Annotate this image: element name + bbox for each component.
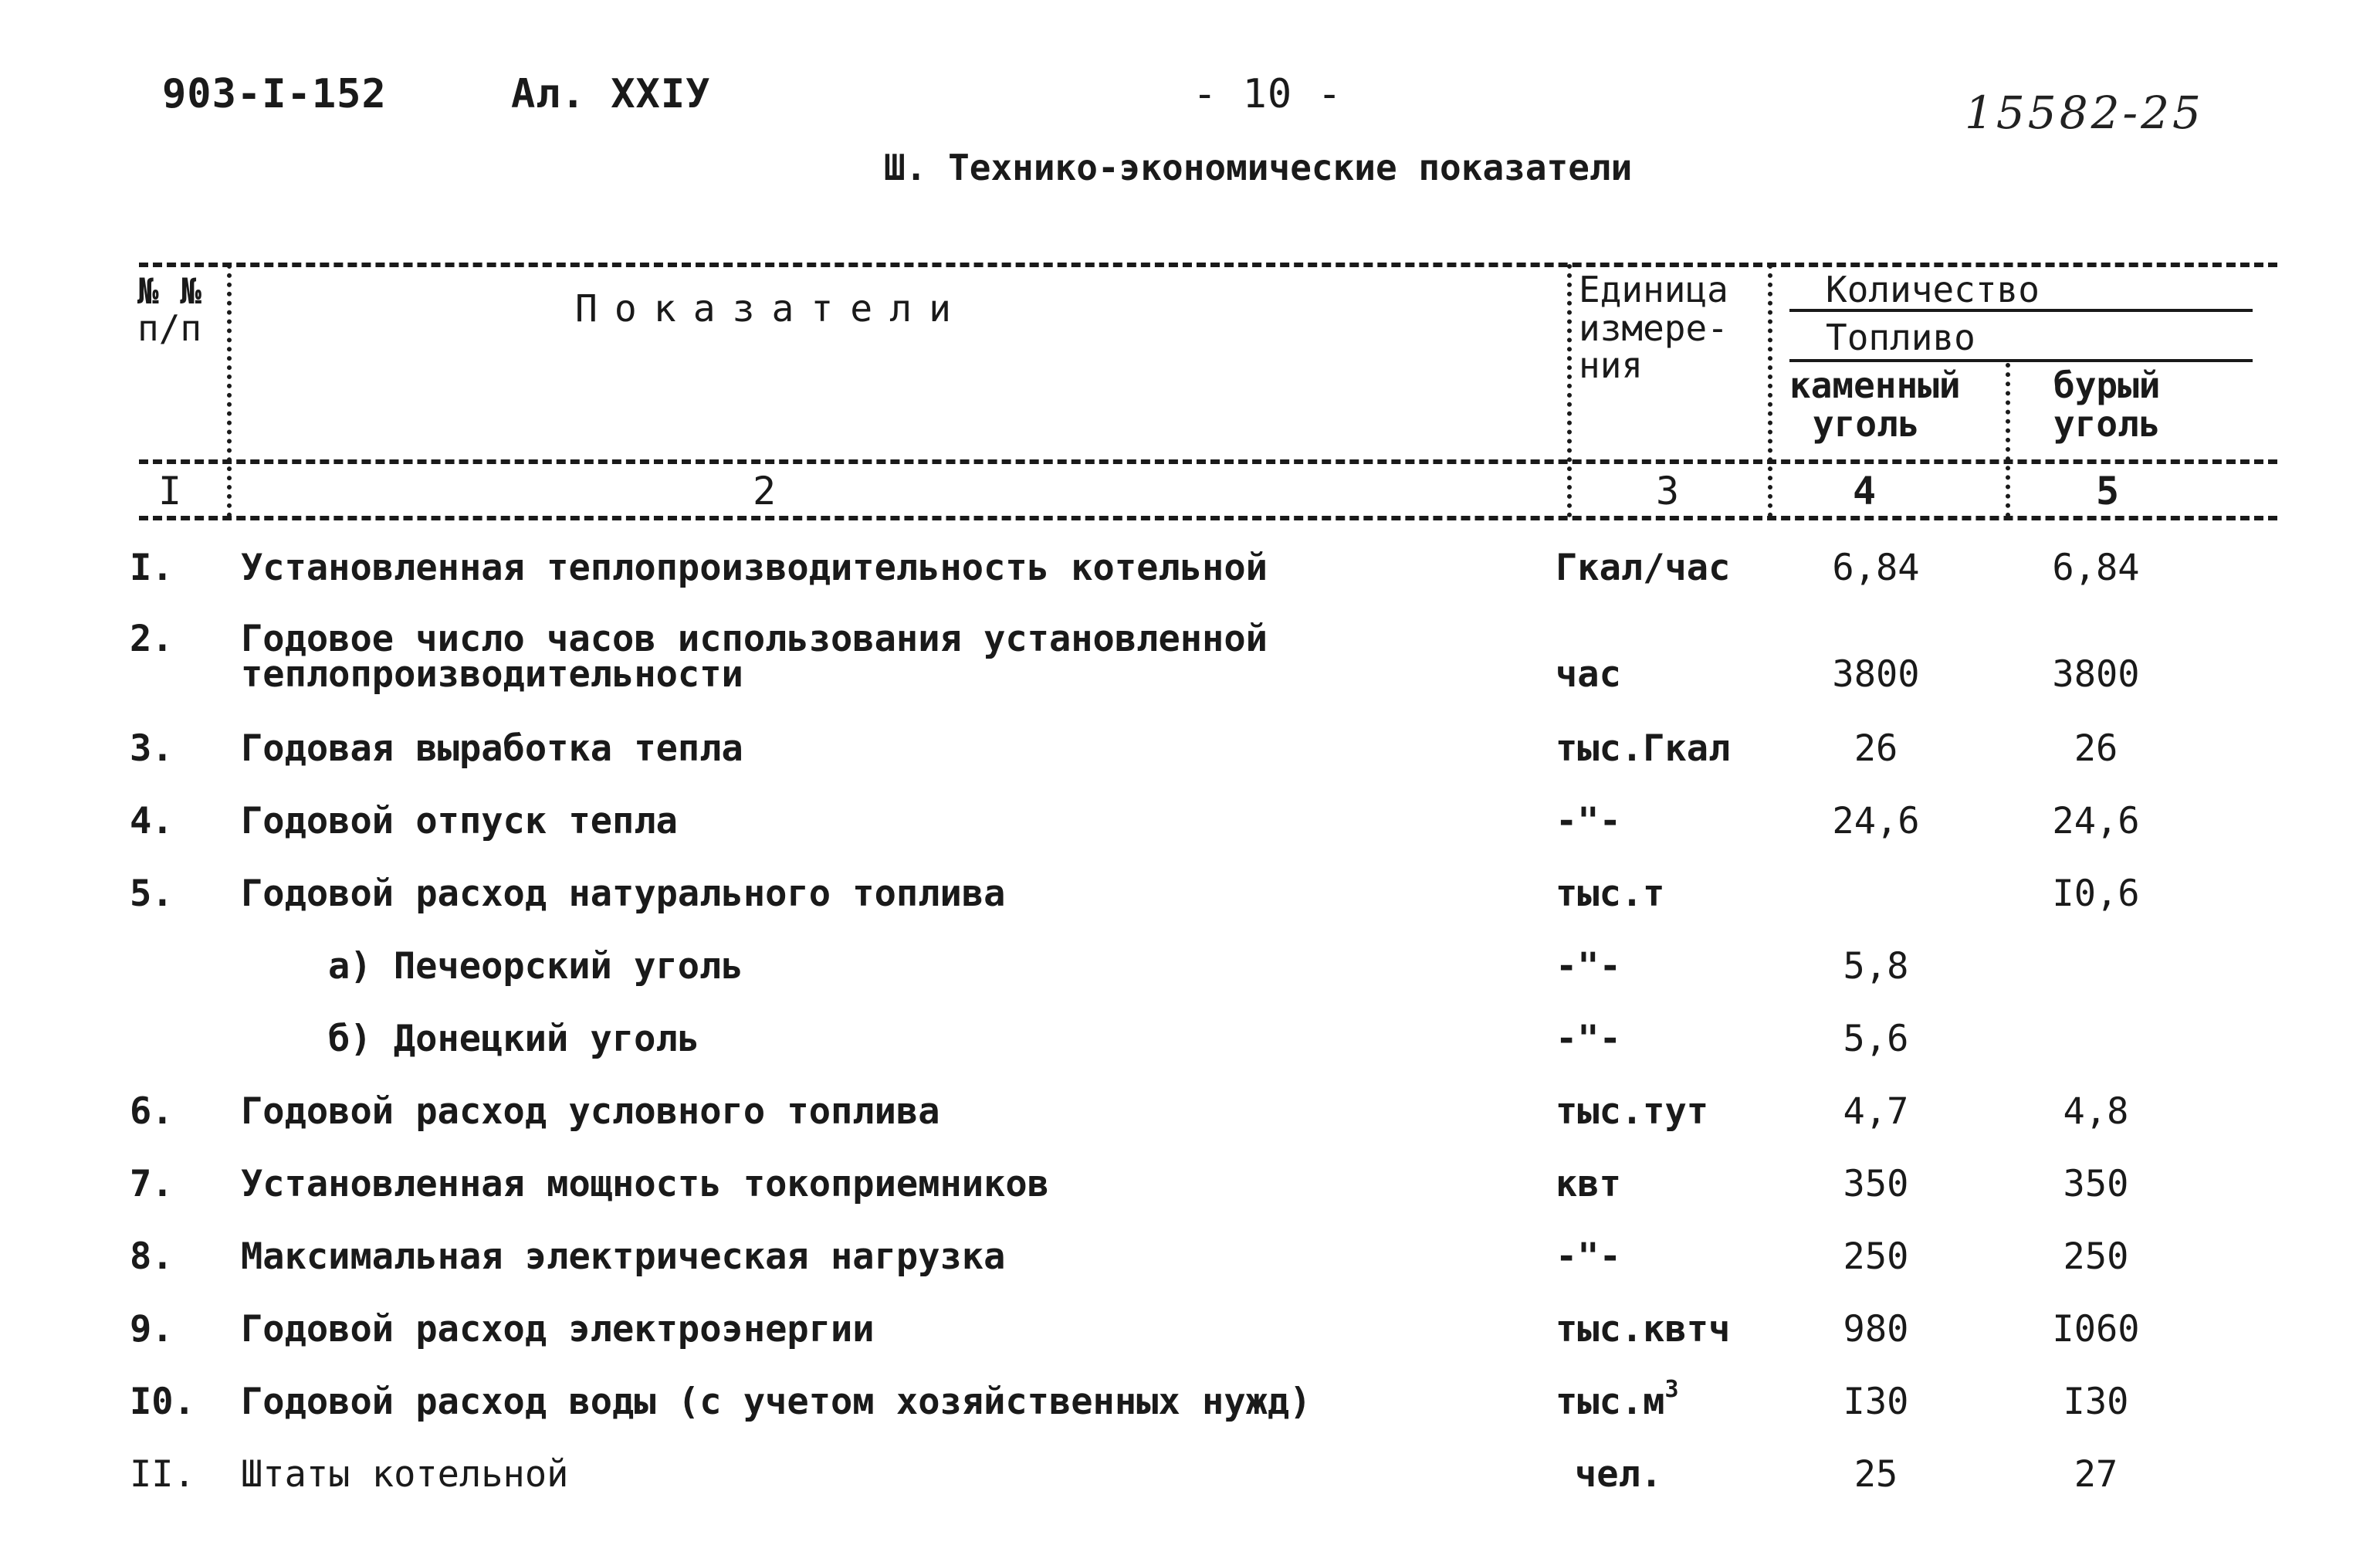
- row-indicator: Годовая выработка тепла: [241, 727, 743, 770]
- column-number-4: 4: [1853, 469, 1877, 513]
- column-number-1: I: [158, 469, 182, 513]
- column-number-3: 3: [1656, 469, 1680, 513]
- table-colnum-rule: [139, 516, 2277, 520]
- row-indicator: Установленная мощность токоприемников: [241, 1163, 1049, 1205]
- row-number: II.: [130, 1453, 195, 1496]
- row-brown-coal-value: 350: [2063, 1163, 2129, 1205]
- row-hard-coal-value: 350: [1843, 1163, 1909, 1205]
- col-header-unit-line2: измере-: [1579, 307, 1728, 349]
- col-header-brown-coal-line2: уголь: [2053, 403, 2161, 445]
- row-unit: чел.: [1575, 1453, 1663, 1496]
- row-hard-coal-value: 5,8: [1843, 945, 1909, 988]
- row-indicator: Годовой расход электроэнергии: [241, 1308, 875, 1351]
- row-unit: -"-: [1556, 800, 1621, 842]
- column-number-5: 5: [2096, 469, 2120, 513]
- row-brown-coal-value: I30: [2063, 1381, 2129, 1423]
- row-unit: тыс.Гкал: [1556, 727, 1731, 770]
- row-number: 4.: [130, 800, 174, 842]
- row-brown-coal-value: 4,8: [2063, 1090, 2129, 1133]
- col-divider-2: [1567, 264, 1572, 517]
- table-row: [0, 547, 2380, 593]
- table-row: [0, 873, 2380, 919]
- col-divider-1: [227, 264, 232, 517]
- row-number: 8.: [130, 1235, 174, 1278]
- row-unit: тыс.т: [1556, 873, 1665, 915]
- row-unit-superscript: 3: [1664, 1376, 1679, 1403]
- row-hard-coal-value: 3800: [1832, 653, 1920, 696]
- row-unit: Гкал/час: [1556, 547, 1731, 589]
- row-number: 7.: [130, 1163, 174, 1205]
- row-brown-coal-value: 24,6: [2052, 800, 2140, 842]
- col-header-number-line1: № №: [137, 270, 202, 312]
- row-number: I.: [130, 547, 174, 589]
- col-header-brown-coal-line1: бурый: [2053, 364, 2161, 406]
- document-code: 903-I-152: [162, 71, 387, 117]
- table-row: [0, 618, 2380, 703]
- col-header-quantity: Количество: [1826, 269, 2040, 310]
- row-indicator-line1: Годовое число часов использования установленной: [241, 618, 1268, 660]
- row-brown-coal-value: 250: [2063, 1235, 2129, 1278]
- row-hard-coal-value: I30: [1843, 1381, 1909, 1423]
- col-header-number-line2: п/п: [137, 307, 202, 349]
- row-unit: тыс.квтч: [1556, 1308, 1731, 1351]
- row-brown-coal-value: I060: [2052, 1308, 2140, 1351]
- row-indicator: Годовой расход натурального топлива: [241, 873, 1006, 915]
- row-unit: -"-: [1556, 945, 1621, 988]
- row-brown-coal-value: I0,6: [2052, 873, 2140, 915]
- row-unit: час: [1556, 653, 1621, 696]
- row-hard-coal-value: 250: [1843, 1235, 1909, 1278]
- col-header-unit-line1: Единица: [1579, 269, 1728, 310]
- col-divider-3: [1768, 264, 1772, 517]
- table-head-rule: [139, 459, 2277, 464]
- col-header-unit-line3: ния: [1579, 344, 1644, 386]
- column-number-2: 2: [753, 469, 777, 513]
- inventory-number: 15582-25: [1965, 86, 2204, 139]
- table-row: [0, 1018, 2380, 1064]
- row-unit: [1556, 1376, 1679, 1423]
- row-indicator: Годовой расход условного топлива: [241, 1090, 940, 1133]
- table-row: [0, 1376, 2380, 1427]
- fuel-underline: [1789, 359, 2253, 362]
- row-indicator: Штаты котельной: [241, 1453, 569, 1496]
- col-header-fuel: Топливо: [1826, 317, 1975, 358]
- row-number: 9.: [130, 1308, 174, 1351]
- row-indicator: Годовой расход воды (с учетом хозяйственных нужд): [241, 1381, 1312, 1423]
- row-hard-coal-value: 5,6: [1843, 1018, 1909, 1060]
- row-unit: -"-: [1556, 1018, 1621, 1060]
- table-row: [0, 1308, 2380, 1354]
- row-hard-coal-value: 25: [1854, 1453, 1898, 1496]
- row-indicator: б) Донецкий уголь: [328, 1018, 700, 1060]
- row-indicator-line2: теплопроизводительности: [241, 653, 743, 696]
- row-indicator: Годовой отпуск тепла: [241, 800, 678, 842]
- row-hard-coal-value: 26: [1854, 727, 1898, 770]
- table-row: [0, 1453, 2380, 1500]
- table-top-rule: [139, 263, 2277, 267]
- row-hard-coal-value: 6,84: [1832, 547, 1920, 589]
- col-divider-4: [2006, 363, 2010, 517]
- row-hard-coal-value: 4,7: [1843, 1090, 1909, 1133]
- table-row: [0, 1090, 2380, 1137]
- row-number: 5.: [130, 873, 174, 915]
- table-row: [0, 1235, 2380, 1282]
- row-number: 3.: [130, 727, 174, 770]
- row-brown-coal-value: 27: [2074, 1453, 2118, 1496]
- row-hard-coal-value: 980: [1843, 1308, 1909, 1351]
- page-number: - 10 -: [1193, 71, 1342, 117]
- table-row: [0, 800, 2380, 846]
- row-hard-coal-value: 24,6: [1832, 800, 1920, 842]
- row-unit-base: тыс.м: [1556, 1381, 1665, 1423]
- row-brown-coal-value: 26: [2074, 727, 2118, 770]
- col-header-hard-coal-line1: каменный: [1789, 364, 1961, 406]
- col-header-indicators: Показатели: [575, 287, 968, 330]
- row-brown-coal-value: 6,84: [2052, 547, 2140, 589]
- row-unit: тыс.тут: [1556, 1090, 1709, 1133]
- album-number: Ал. XXIУ: [511, 71, 711, 117]
- row-indicator: а) Печеорский уголь: [328, 945, 743, 988]
- row-indicator: Максимальная электрическая нагрузка: [241, 1235, 1006, 1278]
- table-row: [0, 1163, 2380, 1209]
- row-indicator: Установленная теплопроизводительность котельной: [241, 547, 1268, 589]
- row-unit: -"-: [1556, 1235, 1621, 1278]
- row-number: I0.: [130, 1381, 195, 1423]
- row-number: 2.: [130, 618, 174, 660]
- row-unit: квт: [1556, 1163, 1621, 1205]
- table-row: [0, 727, 2380, 774]
- row-brown-coal-value: 3800: [2052, 653, 2140, 696]
- col-header-hard-coal-line2: уголь: [1813, 403, 1920, 445]
- section-title: Ш. Технико-экономические показатели: [884, 147, 1633, 188]
- row-number: 6.: [130, 1090, 174, 1133]
- table-row: [0, 945, 2380, 991]
